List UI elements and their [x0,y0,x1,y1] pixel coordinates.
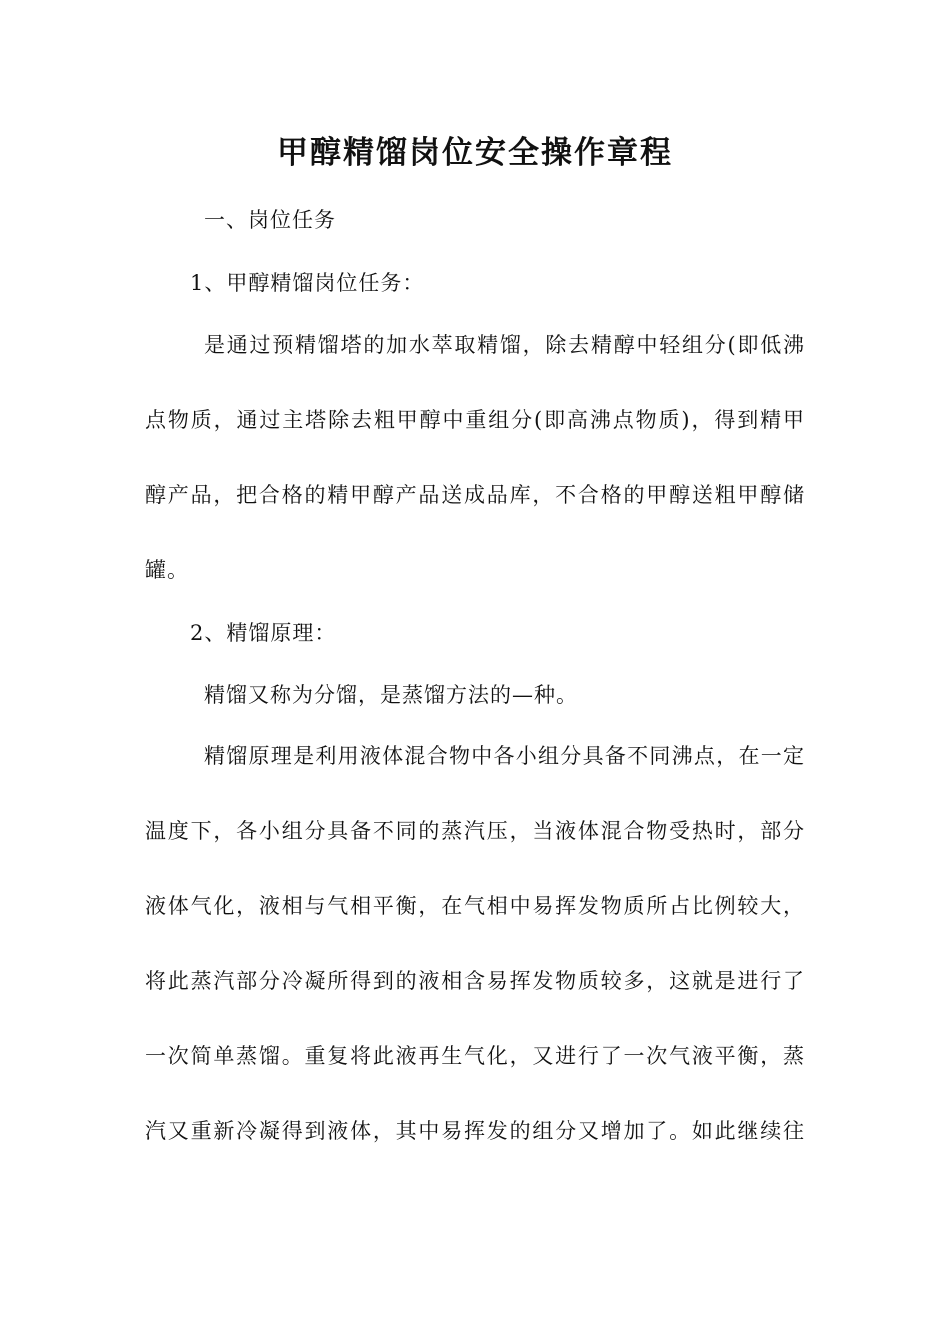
paragraph-line: 液体气化，液相与气相平衡，在气相中易挥发物质所占比例较大， [145,894,805,918]
paragraph-line: 罐。 [145,558,189,582]
paragraph-line: 一次简单蒸馏。重复将此液再生气化，又进行了一次气液平衡，蒸 [145,1044,805,1068]
section-heading: 一、岗位任务 [204,208,336,232]
paragraph-line: 精馏原理是利用液体混合物中各小组分具备不同沸点，在一定 [204,744,805,768]
paragraph-line: 汽又重新冷凝得到液体，其中易挥发的组分又增加了。如此继续往 [145,1119,805,1143]
paragraph-line: 温度下，各小组分具备不同的蒸汽压，当液体混合物受热时，部分 [145,819,805,843]
item-heading: 2、精馏原理： [190,621,337,645]
paragraph-line: 点物质，通过主塔除去粗甲醇中重组分(即高沸点物质)，得到精甲 [145,408,805,432]
paragraph-line: 是通过预精馏塔的加水萃取精馏，除去精醇中轻组分(即低沸 [204,333,805,357]
item-heading: 1、甲醇精馏岗位任务： [190,271,425,295]
paragraph-line: 醇产品，把合格的精甲醇产品送成品库，不合格的甲醇送粗甲醇储 [145,483,805,507]
document-title: 甲醇精馏岗位安全操作章程 [277,135,673,171]
paragraph-line: 精馏又称为分馏，是蒸馏方法的—种。 [204,683,578,707]
paragraph-line: 将此蒸汽部分冷凝所得到的液相含易挥发物质较多，这就是进行了 [145,969,805,993]
